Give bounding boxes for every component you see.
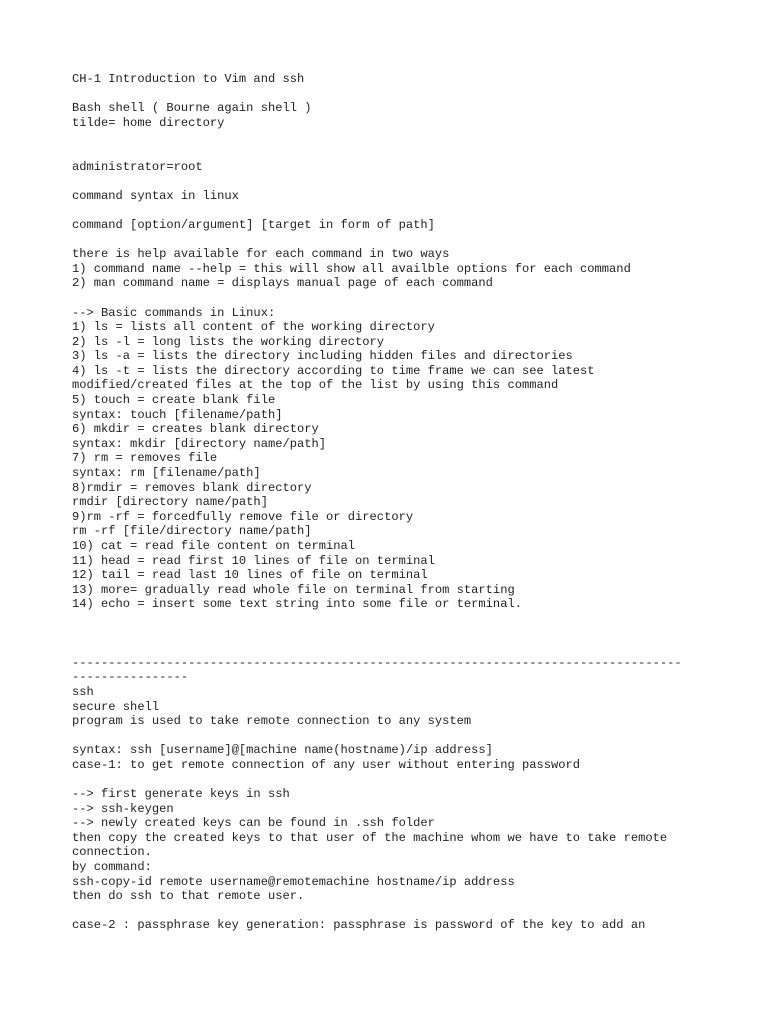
- blank-line: [72, 773, 712, 788]
- blank-line: [72, 627, 712, 642]
- blank-line: [72, 174, 712, 189]
- text-line: program is used to take remote connection to any system: [72, 714, 472, 729]
- text-line: modified/created files at the top of the list by using this command: [72, 378, 559, 393]
- text-line: then do ssh to that remote user.: [72, 889, 305, 904]
- text-line: 12) tail = read last 10 lines of file on terminal: [72, 568, 428, 583]
- text-line: 9)rm -rf = forcedfully remove file or directory: [72, 509, 414, 524]
- text-line: --> newly created keys can be found in .ssh folder: [72, 816, 435, 831]
- text-line: 6) mkdir = creates blank directory: [72, 422, 319, 437]
- text-line: 1) ls = lists all content of the working directory: [72, 320, 435, 335]
- blank-line: [72, 233, 712, 248]
- blank-line: [72, 145, 712, 160]
- text-line: 2) man command name = displays manual page of each command: [72, 276, 493, 291]
- text-line: case-2 : passphrase key generation: passphrase is password of the key to add an: [72, 918, 646, 933]
- text-line: rmdir [directory name/path]: [72, 495, 268, 510]
- text-line: syntax: mkdir [directory name/path]: [72, 436, 327, 451]
- text-line: ------------------------------------------------------------------------------------: [72, 655, 682, 670]
- text-line: 10) cat = read file content on terminal: [72, 539, 356, 553]
- blank-line: [72, 612, 712, 627]
- text-line: syntax: touch [filename/path]: [72, 407, 283, 422]
- text-line: 3) ls -a = lists the directory including hidden files and directories: [72, 349, 573, 364]
- text-line: 4) ls -t = lists the directory according to time frame we can see latest: [72, 363, 595, 378]
- text-line: ssh: [72, 684, 94, 699]
- text-line: syntax: ssh [username]@[machine name(hostname)/ip address]: [72, 743, 493, 758]
- blank-line: [72, 130, 712, 145]
- text-line: --> ssh-keygen: [72, 801, 174, 816]
- document-body: [72, 72, 712, 933]
- text-line: tilde= home directory: [72, 115, 225, 130]
- text-line: then copy the created keys to that user of the machine whom we have to take remote: [72, 830, 668, 845]
- text-line: by command:: [72, 860, 152, 875]
- text-line: administrator=root: [72, 159, 203, 174]
- blank-line: [72, 203, 712, 218]
- text-line: --> first generate keys in ssh: [72, 787, 290, 802]
- text-line: rm -rf [file/directory name/path]: [72, 524, 312, 539]
- blank-line: [72, 87, 712, 102]
- text-line: 11) head = read first 10 lines of file on terminal: [72, 553, 435, 568]
- blank-line: [72, 904, 712, 919]
- text-line: command syntax in linux: [72, 188, 239, 203]
- text-line: syntax: rm [filename/path]: [72, 466, 261, 481]
- text-line: CH-1 Introduction to Vim and ssh: [72, 72, 305, 86]
- text-line: --> Basic commands in Linux:: [72, 305, 276, 320]
- text-line: secure shell: [72, 699, 160, 714]
- text-line: 2) ls -l = long lists the working directory: [72, 334, 385, 349]
- text-line: there is help available for each command in two ways: [72, 247, 450, 262]
- text-line: 13) more= gradually read whole file on terminal from starting: [72, 582, 515, 597]
- blank-line: [72, 729, 712, 744]
- text-line: 8)rmdir = removes blank directory: [72, 480, 312, 495]
- text-line: 14) echo = insert some text string into some file or terminal.: [72, 597, 522, 612]
- text-line: connection.: [72, 845, 152, 860]
- text-line: ssh-copy-id remote username@remotemachine hostname/ip address: [72, 874, 515, 889]
- text-line: ----------------: [72, 670, 189, 685]
- text-line: 7) rm = removes file: [72, 451, 218, 466]
- text-line: case-1: to get remote connection of any user without entering password: [72, 757, 581, 772]
- text-line: 1) command name --help = this will show all availble options for each command: [72, 261, 631, 276]
- text-line: 5) touch = create blank file: [72, 393, 276, 408]
- text-line: Bash shell ( Bourne again shell ): [72, 101, 312, 116]
- blank-line: [72, 291, 712, 306]
- text-line: command [option/argument] [target in form of path]: [72, 217, 435, 232]
- blank-line: [72, 641, 712, 656]
